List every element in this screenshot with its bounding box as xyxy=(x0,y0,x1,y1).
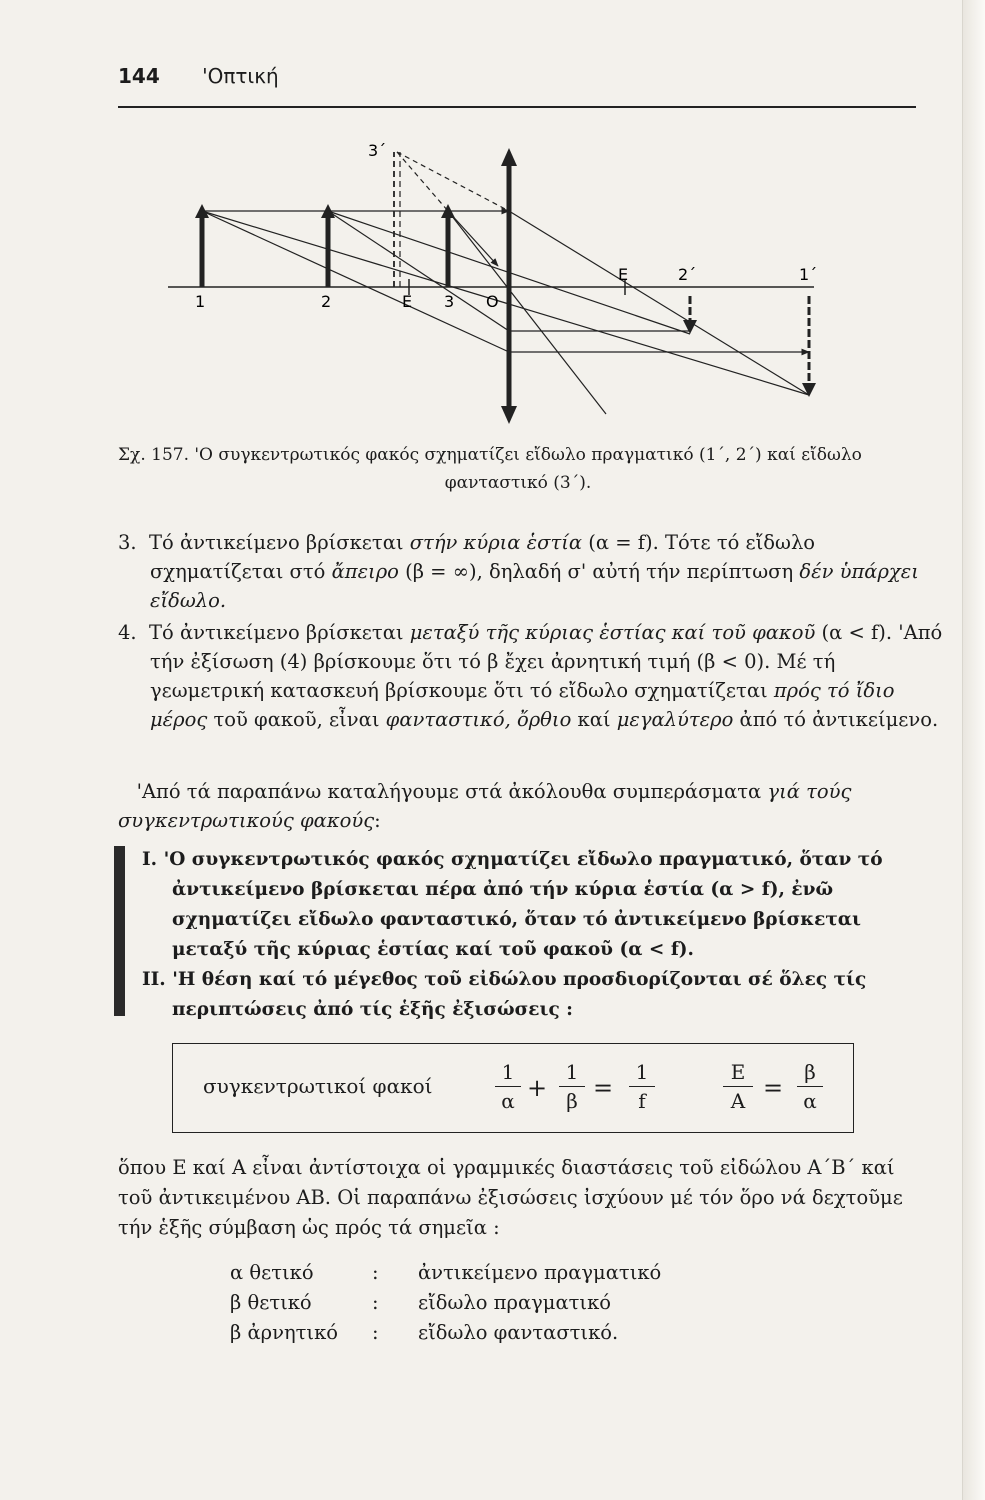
fraction-3-denominator: f xyxy=(629,1086,655,1115)
ray-virtual-3 xyxy=(448,211,498,266)
label-1prime: 1΄ xyxy=(799,265,818,284)
conclusion-intro xyxy=(118,777,918,835)
ray-focal-1 xyxy=(202,211,509,352)
case-4-emph-1: μεταξύ τῆς κύριας ἑστίας καί τοῦ φακοῦ xyxy=(409,621,816,644)
conclusion-text: 'Από τά παραπάνω καταλήγουμε στά ἀκόλουθα συμπεράσματα xyxy=(136,780,768,803)
formula-label: συγκεντρωτικοί φακοί xyxy=(203,1074,433,1098)
case-4-emph-3: φανταστικό, ὄρθιο xyxy=(385,708,572,731)
case-3-emph-1: στήν κύρια ἑστία xyxy=(409,531,583,554)
figure-caption xyxy=(118,441,918,497)
page-header xyxy=(118,64,279,88)
case-4-number: 4. xyxy=(118,621,137,644)
ray-central-3 xyxy=(448,211,606,414)
case-3-number: 3. xyxy=(118,531,137,554)
lens-bottom-arrow xyxy=(501,406,517,424)
rule-2-text: 'Η θέση καί τό μέγεθος τοῦ εἰδώλου προσδιορίζονται σέ ὅλες τίς περιπτώσεις ἀπό τίς ἑξῆς ἐξισώσεις : xyxy=(172,969,867,1020)
case-4-text-2: (α < f). 'Από τήν ἐξίσωση (4) βρίσκουμε ὅτι τό β ἔχει ἀρνητική τιμή (β < 0). Μέ τή γεωμετρική κατασκευή βρίσκουμε ὅτι τό εἴδωλο σχηματίζεται xyxy=(150,621,943,702)
case-3-text-2: (α = f). Τότε τό εἴδωλο σχηματίζεται στό xyxy=(150,531,816,583)
case-4-text-5: ἀπό τό ἀντικείμενο. xyxy=(733,708,939,731)
rule-2 xyxy=(142,965,918,1025)
fraction-2-numerator: 1 xyxy=(565,1060,579,1084)
case-4-paragraph xyxy=(118,618,950,734)
rule-2-number: II. xyxy=(142,969,166,990)
rules-block xyxy=(142,845,918,1025)
fraction-4-denominator: A xyxy=(723,1086,753,1115)
case-3-emph-2: ἄπειρο xyxy=(331,560,399,583)
label-o: O xyxy=(486,292,499,311)
ray-virtual-1 xyxy=(397,152,509,211)
label-3: 3 xyxy=(444,292,455,311)
convention-symbol: β ἀρνητικό xyxy=(230,1321,339,1344)
caption-line-1: Σχ. 157. 'Ο συγκεντρωτικός φακός σχηματίζει εἴδωλο πραγματικό (1΄, 2΄) καί εἴδωλο xyxy=(118,445,862,465)
lens-ray-diagram xyxy=(168,136,828,426)
rule-1 xyxy=(142,845,918,965)
running-title: 'Οπτική xyxy=(202,64,279,88)
fraction-1-numerator: 1 xyxy=(501,1060,515,1084)
fraction-1-over-beta xyxy=(559,1060,585,1115)
conclusion-colon: : xyxy=(374,809,381,832)
case-3-text: Τό ἀντικείμενο βρίσκεται xyxy=(149,531,410,554)
fraction-3-numerator: 1 xyxy=(635,1060,649,1084)
convention-separator: : xyxy=(372,1321,379,1344)
label-e-right: E xyxy=(618,265,629,284)
plus-sign: + xyxy=(527,1074,548,1102)
fraction-5-denominator: α xyxy=(797,1086,823,1115)
convention-meaning: εἴδωλο φανταστικό. xyxy=(418,1321,619,1344)
case-4-emph-4: μεγαλύτερο xyxy=(616,708,734,731)
label-1: 1 xyxy=(195,292,206,311)
caption-line-2: φανταστικό (3΄). xyxy=(444,473,592,493)
lens-top-arrow xyxy=(501,148,517,166)
ray-central-1 xyxy=(202,211,809,395)
convention-separator: : xyxy=(372,1291,379,1314)
where-paragraph: ὅπου Ε καί Α εἶναι ἀντίστοιχα οἱ γραμμικές διαστάσεις τοῦ εἰδώλου Α΄Β΄ καί τοῦ ἀντικειμένου ΑΒ. Οἱ παραπάνω ἐξισώσεις ἰσχύουν μέ τόν ὅρο νά δεχτοῦμε τήν ἑξῆς σύμβαση ὡς πρός τά σημεῖα : xyxy=(118,1156,903,1239)
convention-symbol: β θετικό xyxy=(230,1291,312,1314)
label-e-left: E xyxy=(402,292,413,311)
fraction-e-over-a xyxy=(723,1060,753,1115)
fraction-1-denominator: α xyxy=(495,1086,521,1115)
label-2prime: 2΄ xyxy=(678,265,697,284)
fraction-beta-over-alpha xyxy=(797,1060,823,1115)
page-number: 144 xyxy=(118,64,160,88)
equals-sign-2: = xyxy=(763,1074,784,1102)
ray-virtual-2 xyxy=(397,152,448,211)
rule-1-number: I. xyxy=(142,849,158,870)
conclusion-emph: γιά τούς συγκεντρωτικούς φακούς xyxy=(118,780,852,832)
lens-formula-box xyxy=(172,1043,854,1133)
fraction-1-over-f xyxy=(629,1060,655,1115)
convention-symbol: α θετικό xyxy=(230,1261,314,1284)
header-rule xyxy=(118,106,916,108)
case-3-paragraph xyxy=(118,528,950,615)
equals-sign-1: = xyxy=(593,1074,614,1102)
fraction-5-numerator: β xyxy=(804,1060,816,1084)
fraction-1-over-alpha xyxy=(495,1060,521,1115)
convention-meaning: εἴδωλο πραγματικό xyxy=(418,1291,611,1314)
convention-separator: : xyxy=(372,1261,379,1284)
case-3-text-3: (β = ∞), δηλαδή σ' αὐτή τήν περίπτωση xyxy=(398,560,800,583)
convention-meaning: ἀντικείμενο πραγματικό xyxy=(418,1261,662,1284)
label-3prime: 3΄ xyxy=(368,141,387,160)
case-3-emph-3: δέν ὑπάρχει εἴδωλο. xyxy=(150,560,919,612)
fraction-4-numerator: E xyxy=(730,1060,746,1084)
case-4-text-4: καί xyxy=(571,708,617,731)
ray-parallel-refracted xyxy=(509,211,809,395)
case-4-text-3: τοῦ φακοῦ, εἶναι xyxy=(207,708,386,731)
ray-focal-2 xyxy=(328,211,509,331)
label-2: 2 xyxy=(321,292,332,311)
page-edge xyxy=(962,0,985,1500)
fraction-2-denominator: β xyxy=(559,1086,585,1115)
case-4-emph-2: πρός τό ἴδιο μέρος xyxy=(150,679,895,731)
highlight-bar xyxy=(114,846,125,1016)
case-4-text: Τό ἀντικείμενο βρίσκεται xyxy=(149,621,410,644)
rule-1-text: 'Ο συγκεντρωτικός φακός σχηματίζει εἴδωλο πραγματικό, ὅταν τό ἀντικείμενο βρίσκεται πέρα ἀπό τήν κύρια ἑστία (α > f), ἐνῶ σχηματίζει εἴδωλο φανταστικό, ὅταν τό ἀντικείμενο βρίσκεται μεταξύ τῆς κύριας ἑστίας καί τοῦ φακοῦ (α < f). xyxy=(163,849,883,960)
